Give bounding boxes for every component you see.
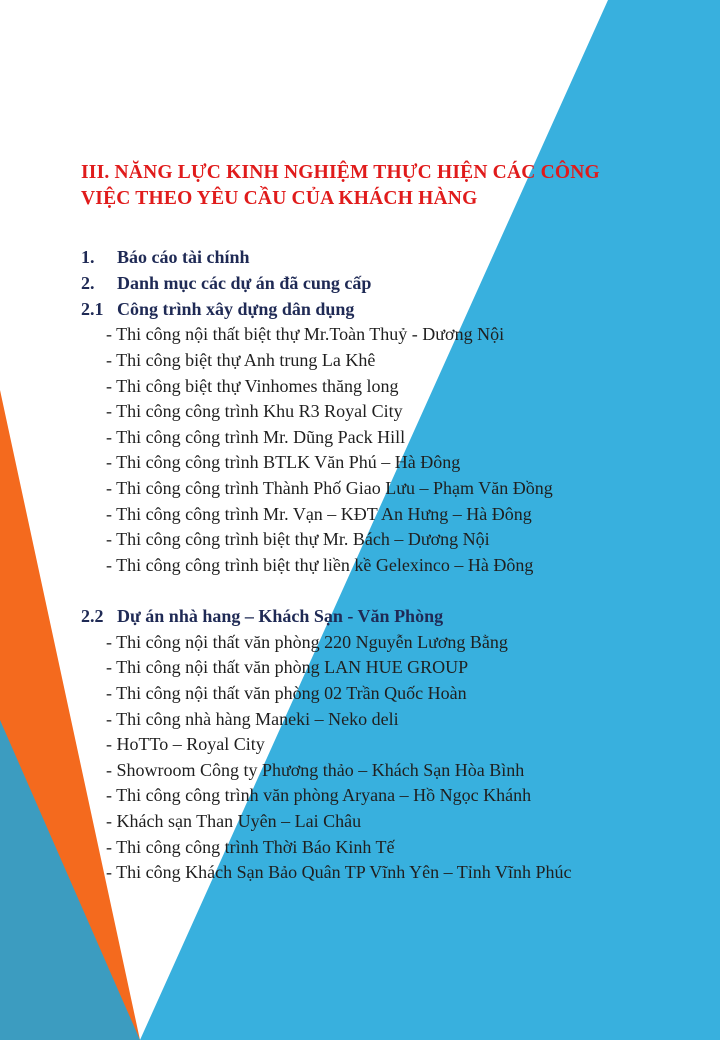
list-item: - Thi công nội thất văn phòng 02 Trần Quốc Hoàn: [106, 683, 467, 703]
subsection-number: 2.2: [81, 606, 104, 626]
list-item: - HoTTo – Royal City: [106, 734, 265, 754]
subsection-heading-2-2: [81, 603, 443, 629]
subsection-number: 2.1: [81, 299, 104, 319]
section-title-line-1: III. NĂNG LỰC KINH NGHIỆM THỰC HIỆN CÁC CÔNG: [81, 162, 600, 183]
list-item: - Showroom Công ty Phương thảo – Khách Sạn Hòa Bình: [106, 760, 525, 780]
list-item: - Thi công công trình Thời Báo Kinh Tế: [106, 837, 395, 857]
subsection-heading-text: Công trình xây dựng dân dụng: [117, 299, 355, 319]
list-item: - Thi công công trình biệt thự Mr. Bách – Dương Nội: [106, 529, 490, 549]
list-item: - Thi công nội thất văn phòng LAN HUE GROUP: [106, 657, 469, 677]
list-item: - Thi công công trình Mr. Vạn – KĐT An Hưng – Hà Đông: [106, 504, 532, 524]
numbered-heading-number: 2.: [81, 273, 95, 293]
list-item: - Thi công biệt thự Anh trung La Khê: [106, 350, 376, 370]
numbered-heading-number: 1.: [81, 247, 95, 267]
list-item: - Thi công công trình biệt thự liền kề Gelexinco – Hà Đông: [106, 555, 534, 575]
list-item: - Khách sạn Than Uyên – Lai Châu: [106, 811, 362, 831]
list-item: - Thi công nội thất biệt thự Mr.Toàn Thuỷ - Dương Nội: [106, 324, 505, 344]
list-item: - Thi công biệt thự Vinhomes thăng long: [106, 376, 399, 396]
numbered-heading-1: [81, 244, 250, 270]
list-item: - Thi công công trình Thành Phố Giao Lưu – Phạm Văn Đồng: [106, 478, 553, 498]
list-item: - Thi công công trình BTLK Văn Phú – Hà Đông: [106, 452, 461, 472]
subsection-heading-text: Dự án nhà hang – Khách Sạn - Văn Phòng: [117, 606, 444, 626]
subsection-heading-2-1: [81, 296, 354, 322]
list-item: - Thi công nhà hàng Maneki – Neko deli: [106, 709, 399, 729]
list-item: - Thi công công trình văn phòng Aryana – Hồ Ngọc Khánh: [106, 785, 532, 805]
numbered-heading-text: Danh mục các dự án đã cung cấp: [117, 273, 372, 293]
list-item: - Thi công nội thất văn phòng 220 Nguyễn Lương Bằng: [106, 632, 508, 652]
list-item: - Thi công Khách Sạn Bảo Quân TP Vĩnh Yên – Tỉnh Vĩnh Phúc: [106, 862, 572, 882]
section-title-line-2: VIỆC THEO YÊU CẦU CỦA KHÁCH HÀNG: [81, 188, 478, 209]
numbered-heading-text: Báo cáo tài chính: [117, 247, 250, 267]
numbered-heading-2: [81, 270, 371, 296]
list-item: - Thi công công trình Mr. Dũng Pack Hill: [106, 427, 406, 447]
section-title: [81, 160, 681, 212]
list-item: - Thi công công trình Khu R3 Royal City: [106, 401, 403, 421]
